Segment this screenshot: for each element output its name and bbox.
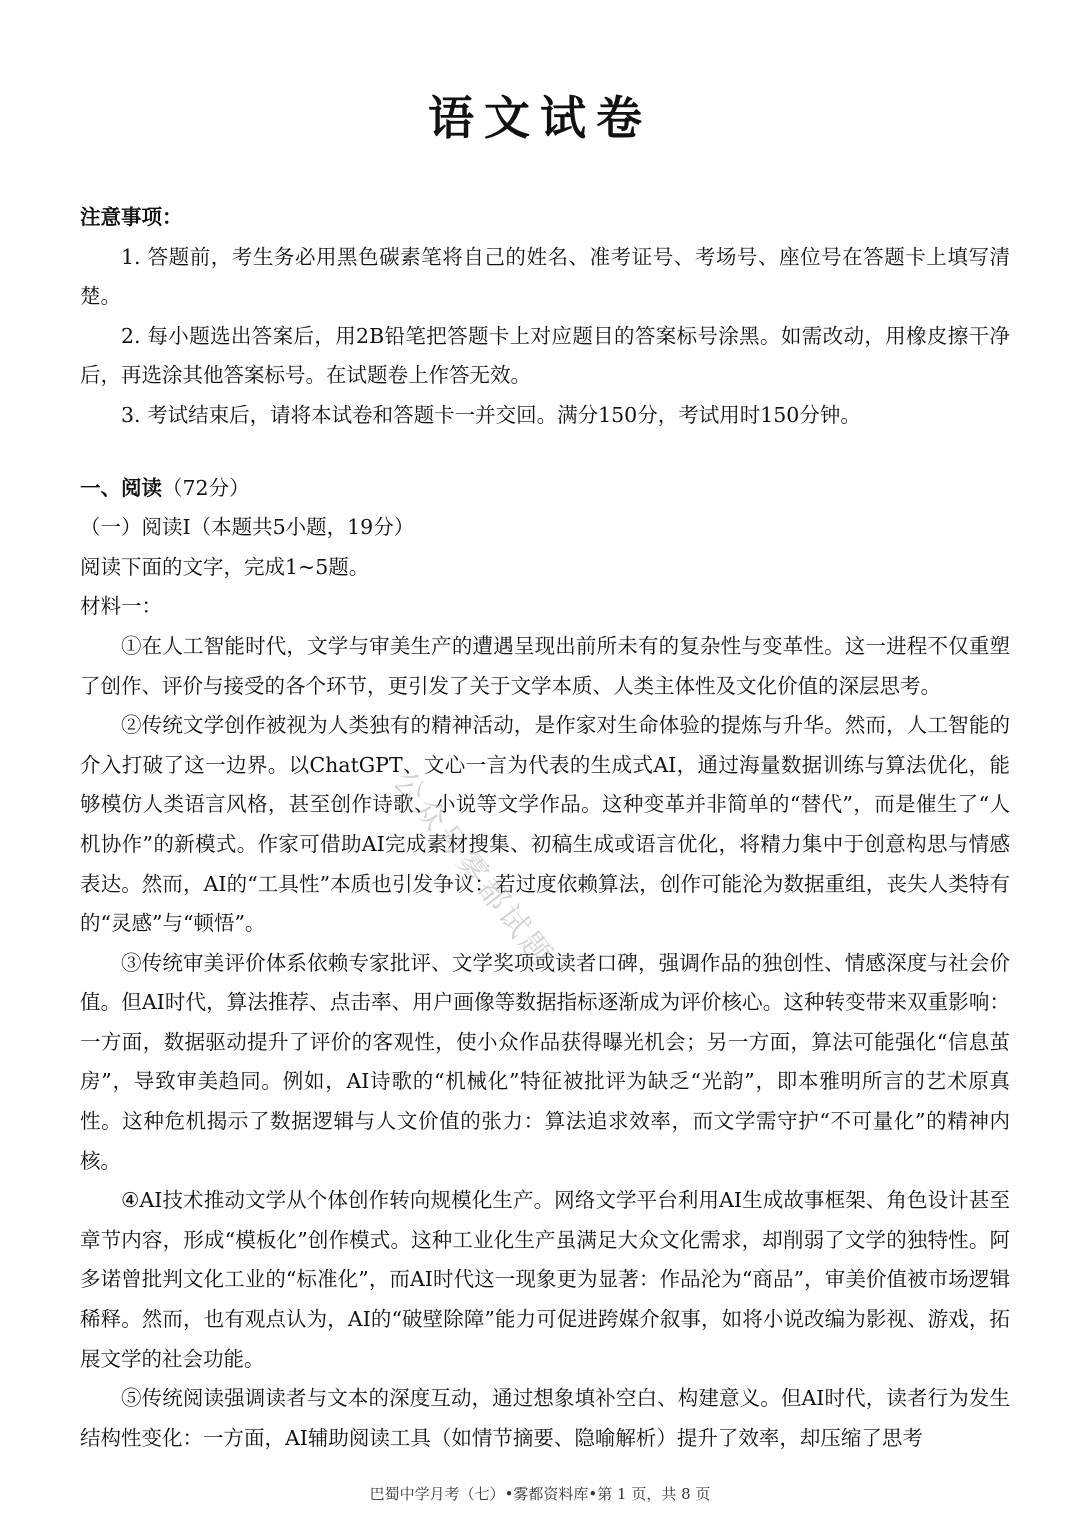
page-footer: 巴蜀中学月考（七）•雾都资料库•第 1 页，共 8 页 xyxy=(369,1485,711,1503)
notice-item-2: 2. 每小题选出答案后，用2B铅笔把答题卡上对应题目的答案标号涂黑。如需改动，用橡皮擦干净后，再选涂其他答案标号。在试题卷上作答无效。 xyxy=(80,323,1010,388)
notice-item-3: 3. 考试结束后，请将本试卷和答题卡一并交回。满分150分，考试用时150分钟。 xyxy=(121,402,861,427)
watermark: 公众号雾都试题 xyxy=(386,764,561,975)
section-heading-score: （72分） xyxy=(162,475,250,500)
paragraph-4: ④AI技术推动文学从个体创作转向规模化生产。网络文学平台利用AI生成故事框架、角色设计甚至章节内容，形成“模板化”创作模式。这种工业化生产虽满足大众文化需求，却削弱了文学的独特性。阿多诺曾批判文化工业的“标准化”，而AI时代这一现象更为显著：作品沦为“商品”，审美价值被市场逻辑稀释。然而，也有观点认为，AI的“破壁除障”能力可促进跨媒介叙事，如将小说改编为影视、游戏，拓展文学的社会功能。 xyxy=(80,1188,1010,1371)
paragraph-1: ①在人工智能时代，文学与审美生产的遭遇呈现出前所未有的复杂性与变革性。这一进程不仅重塑了创作、评价与接受的各个环节，更引发了关于文学本质、人类主体性及文化价值的深层思考。 xyxy=(80,633,1010,698)
page-title: 语文试卷 xyxy=(428,91,652,145)
page-content xyxy=(80,198,1010,1458)
reading-instruction: 阅读下面的文字，完成1~5题。 xyxy=(80,554,370,579)
section-spacer xyxy=(80,436,1010,469)
section-heading xyxy=(80,469,1010,509)
paragraph-2: ②传统文学创作被视为人类独有的精神活动，是作家对生命体验的提炼与升华。然而，人工智能的介入打破了这一边界。以ChatGPT、文心一言为代表的生成式AI，通过海量数据训练与算法优化，能够模仿人类语言风格，甚至创作诗歌、小说等文学作品。这种变革并非简单的“替代”，而是催生了“人机协作”的新模式。作家可借助AI完成素材搜集、初稿生成或语言优化，将精力集中于创意构思与情感表达。然而，AI的“工具性”本质也引发争议：若过度依赖算法，创作可能沦为数据重组，丧失人类特有的“灵感”与“顿悟”。 xyxy=(80,713,1010,936)
subsection-heading: （一）阅读Ⅰ（本题共5小题，19分） xyxy=(80,515,415,540)
notice-item-1: 1. 答题前，考生务必用黑色碳素笔将自己的姓名、准考证号、考场号、座位号在答题卡上填写清楚。 xyxy=(80,244,1010,309)
notice-heading: 注意事项： xyxy=(80,205,183,229)
section-heading-label: 一、阅读 xyxy=(80,475,162,500)
paragraph-3: ③传统审美评价体系依赖专家批评、文学奖项或读者口碑，强调作品的独创性、情感深度与社会价值。但AI时代，算法推荐、点击率、用户画像等数据指标逐渐成为评价核心。这种转变带来双重影响：一方面，数据驱动提升了评价的客观性，使小众作品获得曝光机会；另一方面，算法可能强化“信息茧房”，导致审美趋同。例如，AI诗歌的“机械化”特征被批评为缺乏“光韵”，即本雅明所言的艺术原真性。这种危机揭示了数据逻辑与人文价值的张力：算法追求效率，而文学需守护“不可量化”的精神内核。 xyxy=(80,950,1010,1173)
material-label: 材料一： xyxy=(80,594,162,619)
paragraph-5: ⑤传统阅读强调读者与文本的深度互动，通过想象填补空白、构建意义。但AI时代，读者行为发生结构性变化：一方面，AI辅助阅读工具（如情节摘要、隐喻解析）提升了效率，却压缩了思考 xyxy=(80,1386,1010,1450)
